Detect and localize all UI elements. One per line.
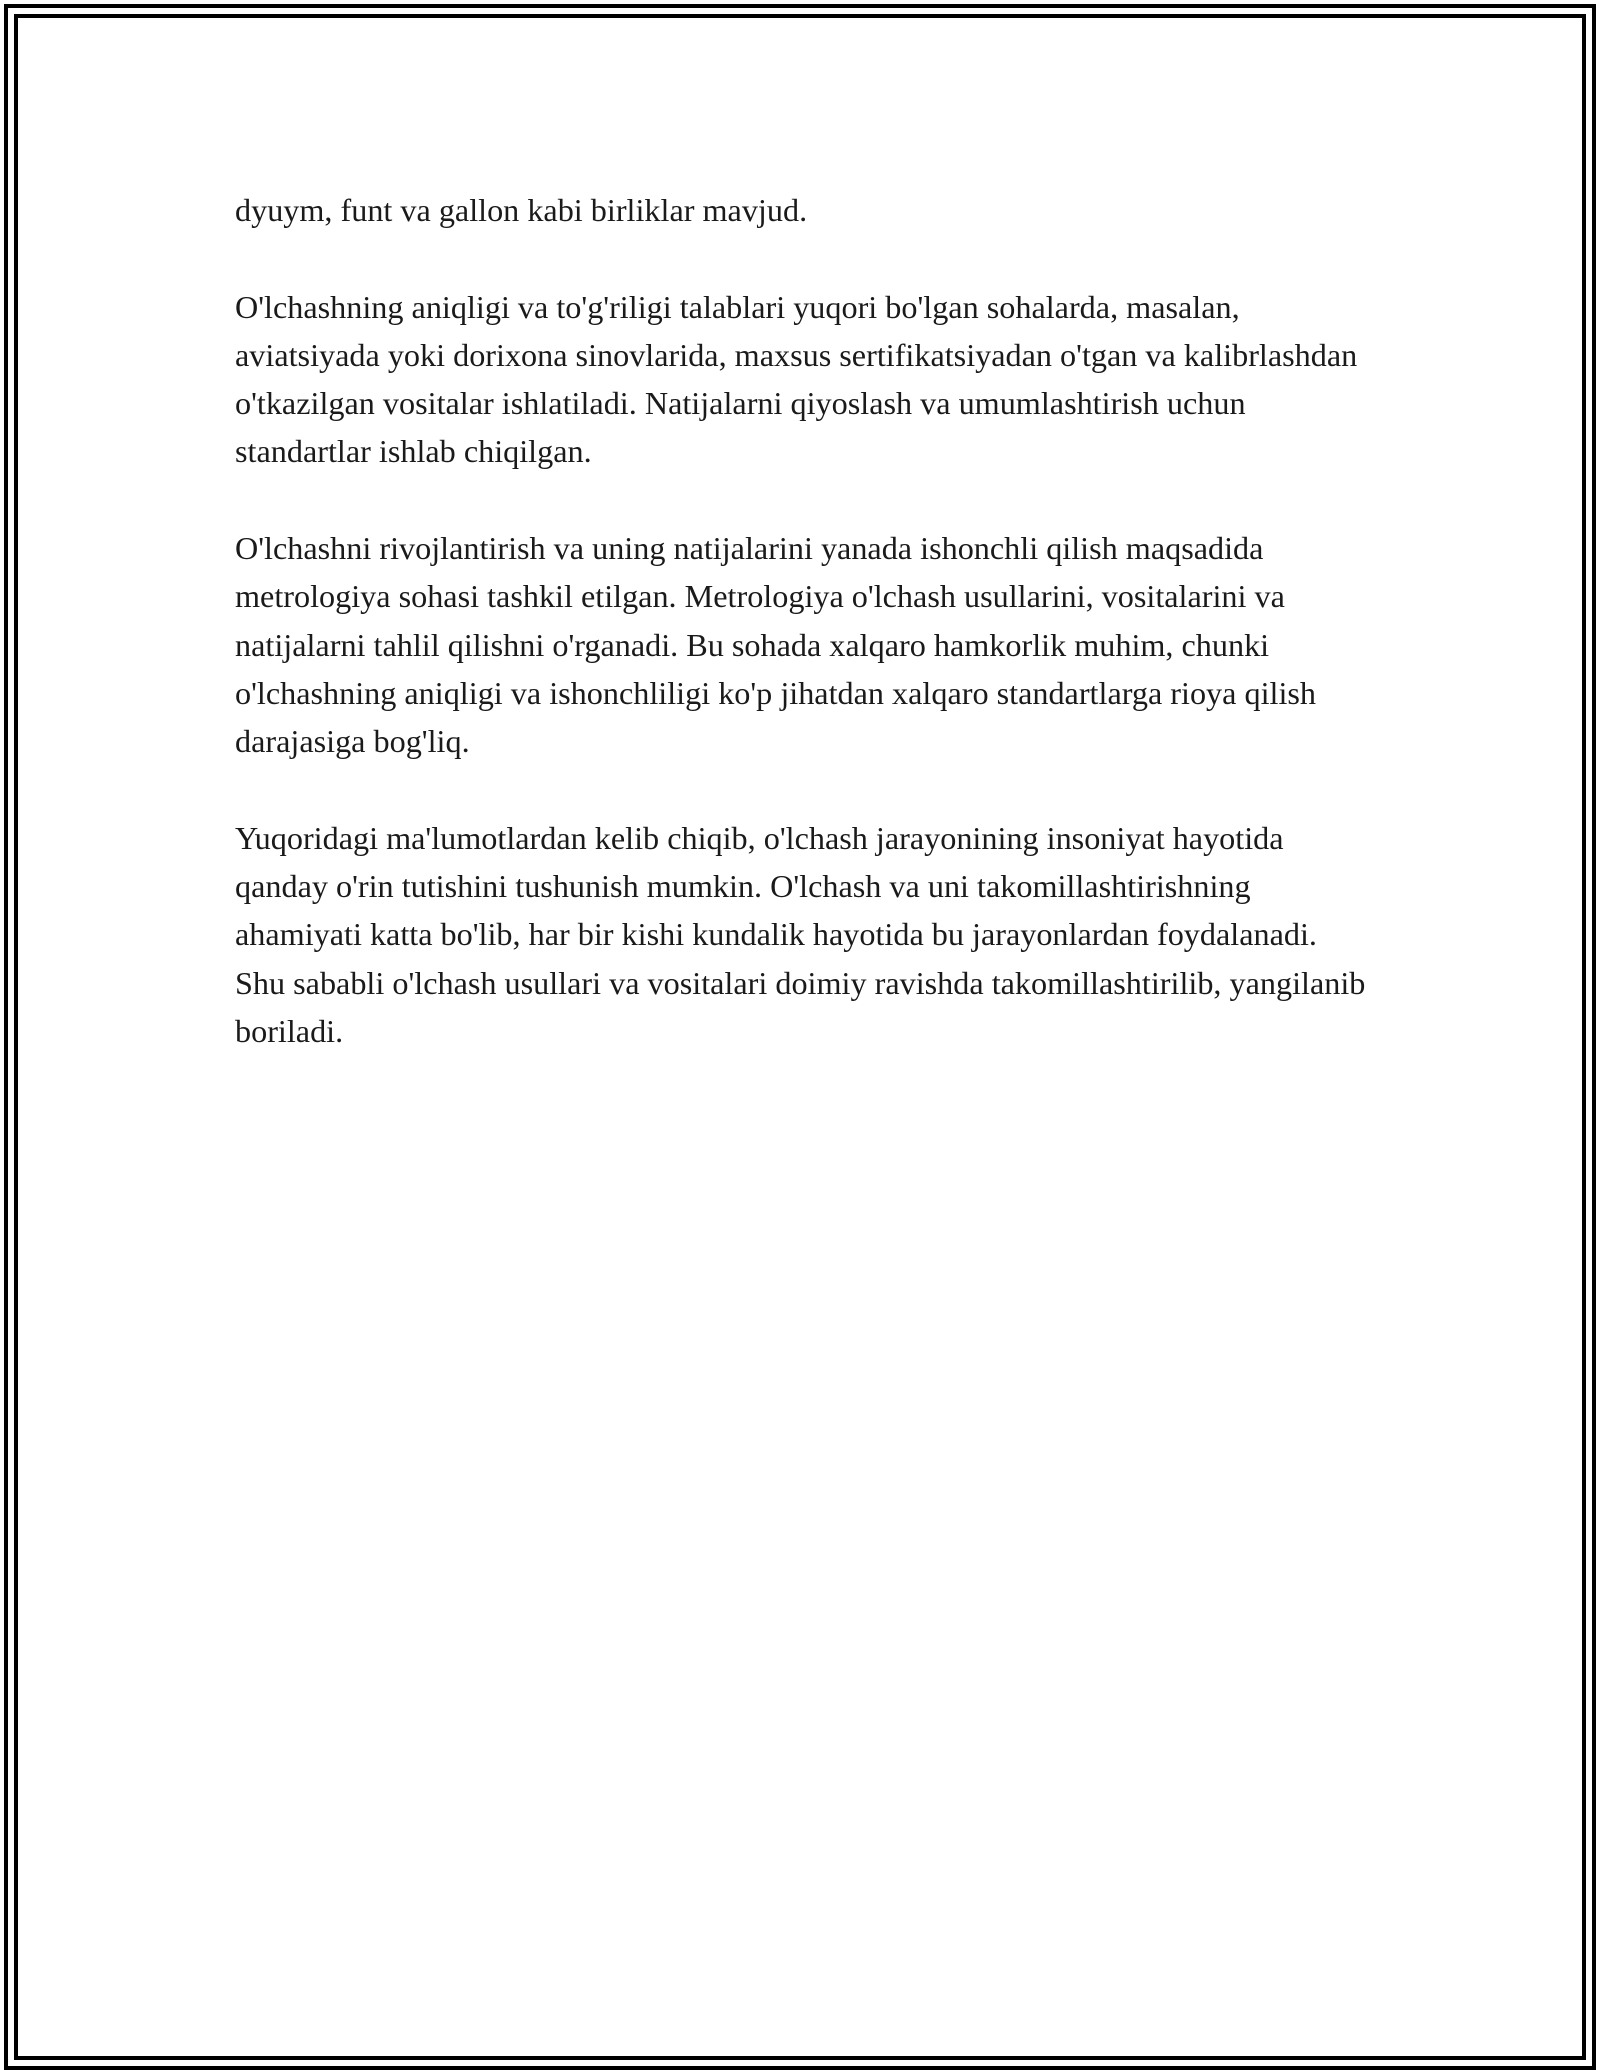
paragraph-accuracy-standards: O'lchashning aniqligi va to'g'riligi talablari yuqori bo'lgan sohalarda, masalan, aviatsiyada yoki dorixona sinovlarida, maxsus sertifikatsiyadan o'tgan va kalibrlashdan o'tkazilgan vositalar ishlatiladi. Natijalarni qiyoslash va umumlashtirish uchun standartlar ishlab chiqilgan. xyxy=(235,288,1358,470)
paragraph-metrology: O'lchashni rivojlantirish va uning natijalarini yanada ishonchli qilish maqsadida metrologiya sohasi tashkil etilgan. Metrologiya o'lchash usullarini, vositalarini va natijalarni tahlil qilishni o'rganadi. Bu sohada xalqaro hamkorlik muhim, chunki o'lchashning aniqligi va ishonchliligi ko'p jihatdan xalqaro standartlarga rioya qilish darajasiga bog'liq. xyxy=(235,530,1317,760)
paragraph-conclusion: Yuqoridagi ma'lumotlardan kelib chiqib, o'lchash jarayonining insoniyat hayotida qanday o'rin tutishini tushunish mumkin. O'lchash va uni takomillashtirishning ahamiyati katta bo'lib, har bir kishi kundalik hayotida bu jarayonlardan foydalanadi. Shu sababli o'lchash usullari va vositalari doimiy ravishda takomillashtirilib, yangilanib boriladi. xyxy=(235,819,1366,1050)
document-body xyxy=(235,186,1370,1055)
paragraph-units: dyuym, funt va gallon kabi birliklar mavjud. xyxy=(235,192,808,228)
